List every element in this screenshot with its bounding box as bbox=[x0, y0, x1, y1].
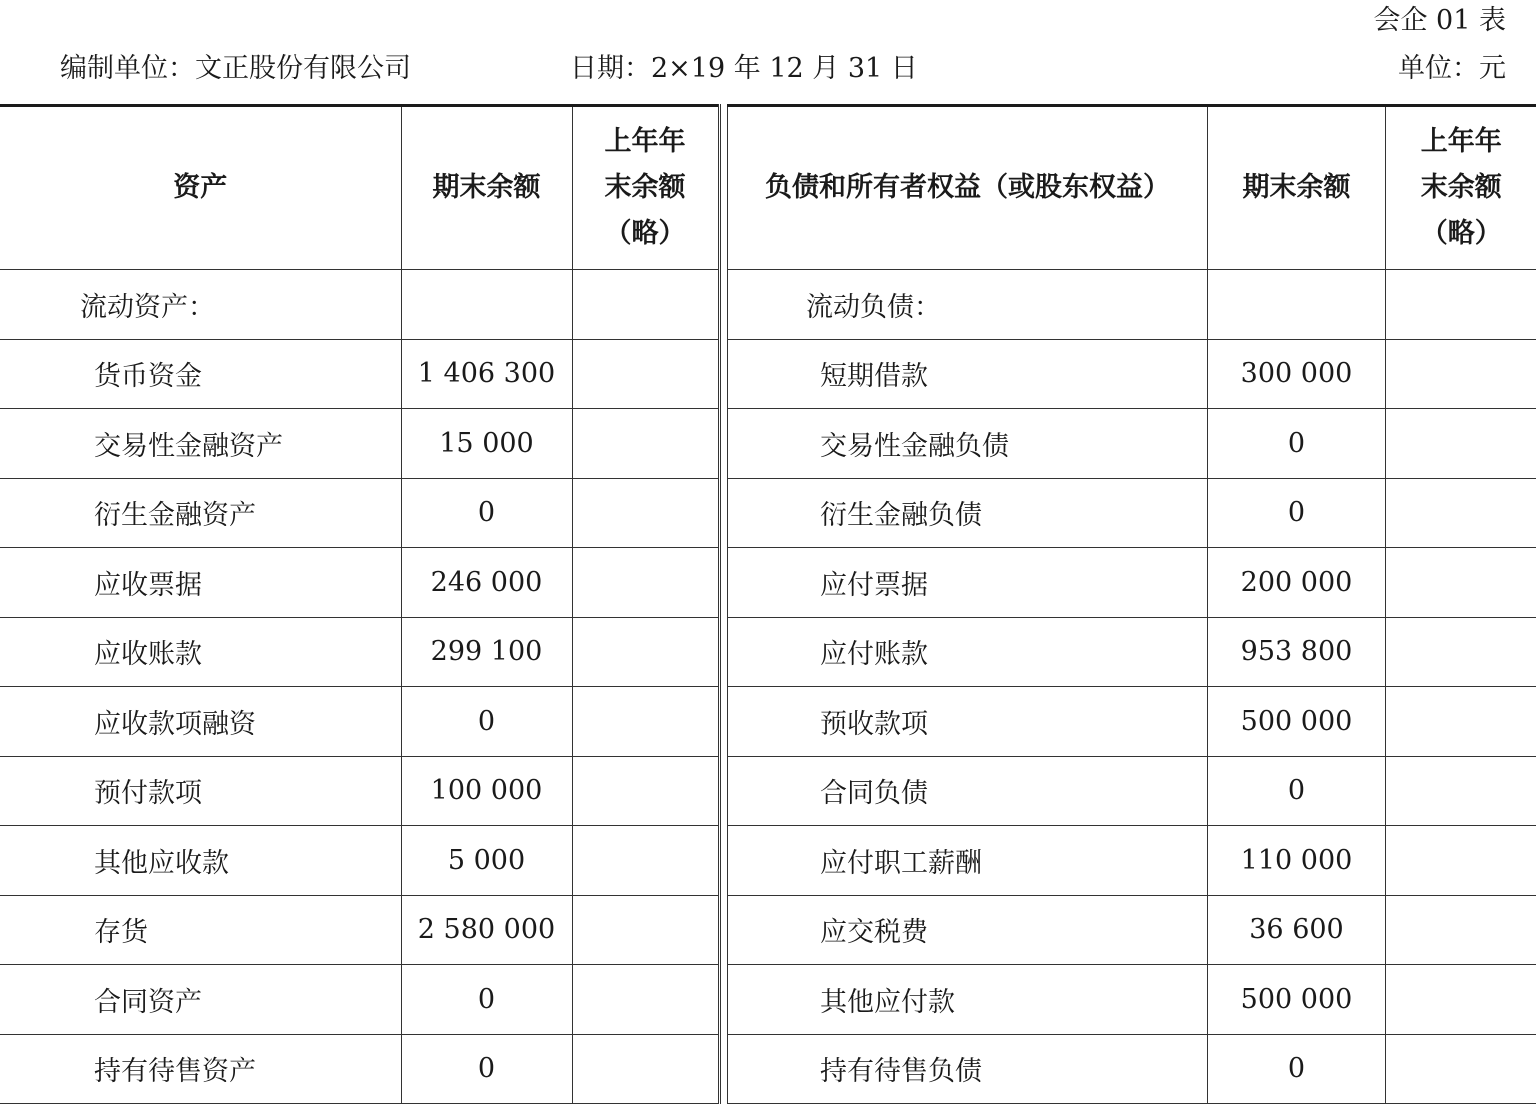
asset-ending-balance: 0 bbox=[401, 1034, 572, 1104]
assets-prior-year-header-line: （略） bbox=[604, 218, 686, 249]
assets-section-row bbox=[0, 270, 719, 340]
assets-table bbox=[0, 104, 721, 1104]
liability-prior-year-balance bbox=[1386, 687, 1536, 757]
liability-item-name: 持有待售负债 bbox=[728, 1034, 1208, 1104]
asset-row bbox=[0, 965, 719, 1035]
assets-section-label: 流动资产： bbox=[0, 270, 401, 340]
compiler-unit: 编制单位：文正股份有限公司 bbox=[60, 53, 411, 84]
asset-ending-balance: 246 000 bbox=[401, 548, 572, 618]
liabilities-prior-year-header-line: （略） bbox=[1420, 218, 1502, 249]
form-code: 会企 01 表 bbox=[1373, 5, 1506, 36]
liability-ending-balance: 0 bbox=[1208, 409, 1386, 479]
asset-row bbox=[0, 1034, 719, 1104]
liability-ending-balance: 36 600 bbox=[1208, 895, 1386, 965]
liability-row bbox=[728, 478, 1536, 548]
liability-prior-year-balance bbox=[1386, 617, 1536, 687]
asset-item-name: 应收账款 bbox=[0, 617, 401, 687]
asset-item-name: 合同资产 bbox=[0, 965, 401, 1035]
liabilities-section-label: 流动负债： bbox=[728, 270, 1208, 340]
asset-row bbox=[0, 895, 719, 965]
liability-ending-balance: 0 bbox=[1208, 1034, 1386, 1104]
asset-item-name: 货币资金 bbox=[0, 339, 401, 409]
asset-prior-year-balance bbox=[572, 965, 719, 1035]
assets-section-prior bbox=[572, 270, 719, 340]
asset-item-name: 交易性金融资产 bbox=[0, 409, 401, 479]
assets-item-header: 资产 bbox=[0, 106, 401, 270]
liability-row bbox=[728, 1034, 1536, 1104]
assets-prior-year-header bbox=[572, 106, 719, 270]
liability-prior-year-balance bbox=[1386, 1034, 1536, 1104]
liability-row bbox=[728, 687, 1536, 757]
liability-ending-balance: 953 800 bbox=[1208, 617, 1386, 687]
asset-prior-year-balance bbox=[572, 548, 719, 618]
assets-prior-year-header-line: 末余额 bbox=[604, 172, 686, 203]
liability-row bbox=[728, 965, 1536, 1035]
asset-ending-balance: 299 100 bbox=[401, 617, 572, 687]
liability-item-name: 应付票据 bbox=[728, 548, 1208, 618]
asset-row bbox=[0, 548, 719, 618]
liability-row bbox=[728, 548, 1536, 618]
assets-prior-year-header-line: 上年年 bbox=[604, 126, 686, 157]
liability-prior-year-balance bbox=[1386, 339, 1536, 409]
liabilities-table bbox=[727, 104, 1536, 1104]
asset-row bbox=[0, 617, 719, 687]
liability-item-name: 应付账款 bbox=[728, 617, 1208, 687]
asset-prior-year-balance bbox=[572, 339, 719, 409]
liability-prior-year-balance bbox=[1386, 409, 1536, 479]
liability-item-name: 应交税费 bbox=[728, 895, 1208, 965]
asset-prior-year-balance bbox=[572, 895, 719, 965]
currency-unit: 单位：元 bbox=[1398, 53, 1506, 84]
liability-item-name: 短期借款 bbox=[728, 339, 1208, 409]
liabilities-section-row bbox=[728, 270, 1536, 340]
liability-ending-balance: 300 000 bbox=[1208, 339, 1386, 409]
asset-ending-balance: 1 406 300 bbox=[401, 339, 572, 409]
asset-item-name: 其他应收款 bbox=[0, 826, 401, 896]
liability-row bbox=[728, 339, 1536, 409]
asset-row bbox=[0, 409, 719, 479]
liability-prior-year-balance bbox=[1386, 548, 1536, 618]
liability-prior-year-balance bbox=[1386, 756, 1536, 826]
asset-item-name: 应收款项融资 bbox=[0, 687, 401, 757]
asset-ending-balance: 0 bbox=[401, 687, 572, 757]
asset-prior-year-balance bbox=[572, 687, 719, 757]
liability-ending-balance: 500 000 bbox=[1208, 965, 1386, 1035]
asset-item-name: 应收票据 bbox=[0, 548, 401, 618]
asset-item-name: 预付款项 bbox=[0, 756, 401, 826]
liabilities-prior-year-header-line: 末余额 bbox=[1420, 172, 1502, 203]
asset-row bbox=[0, 687, 719, 757]
liability-row bbox=[728, 617, 1536, 687]
liability-row bbox=[728, 409, 1536, 479]
report-date: 日期：2×19 年 12 月 31 日 bbox=[570, 53, 918, 84]
liability-ending-balance: 200 000 bbox=[1208, 548, 1386, 618]
liabilities-prior-year-header-line: 上年年 bbox=[1420, 126, 1502, 157]
asset-item-name: 衍生金融资产 bbox=[0, 478, 401, 548]
asset-ending-balance: 100 000 bbox=[401, 756, 572, 826]
asset-prior-year-balance bbox=[572, 409, 719, 479]
asset-row bbox=[0, 756, 719, 826]
liabilities-item-header: 负债和所有者权益（或股东权益） bbox=[728, 106, 1208, 270]
liabilities-section-balance bbox=[1208, 270, 1386, 340]
asset-item-name: 存货 bbox=[0, 895, 401, 965]
liability-ending-balance: 110 000 bbox=[1208, 826, 1386, 896]
asset-ending-balance: 0 bbox=[401, 965, 572, 1035]
asset-prior-year-balance bbox=[572, 1034, 719, 1104]
liabilities-prior-year-header bbox=[1386, 106, 1536, 270]
asset-row bbox=[0, 826, 719, 896]
liability-row bbox=[728, 826, 1536, 896]
liabilities-section-prior bbox=[1386, 270, 1536, 340]
liability-item-name: 衍生金融负债 bbox=[728, 478, 1208, 548]
asset-ending-balance: 5 000 bbox=[401, 826, 572, 896]
asset-ending-balance: 0 bbox=[401, 478, 572, 548]
asset-ending-balance: 15 000 bbox=[401, 409, 572, 479]
liability-prior-year-balance bbox=[1386, 965, 1536, 1035]
liability-ending-balance: 0 bbox=[1208, 478, 1386, 548]
asset-ending-balance: 2 580 000 bbox=[401, 895, 572, 965]
liability-prior-year-balance bbox=[1386, 895, 1536, 965]
liability-item-name: 应付职工薪酬 bbox=[728, 826, 1208, 896]
assets-ending-balance-header: 期末余额 bbox=[401, 106, 572, 270]
liability-item-name: 合同负债 bbox=[728, 756, 1208, 826]
liability-item-name: 预收款项 bbox=[728, 687, 1208, 757]
asset-prior-year-balance bbox=[572, 478, 719, 548]
liability-prior-year-balance bbox=[1386, 826, 1536, 896]
assets-header-row bbox=[0, 106, 719, 270]
liability-ending-balance: 0 bbox=[1208, 756, 1386, 826]
asset-row bbox=[0, 339, 719, 409]
liability-item-name: 交易性金融负债 bbox=[728, 409, 1208, 479]
asset-row bbox=[0, 478, 719, 548]
asset-prior-year-balance bbox=[572, 826, 719, 896]
asset-prior-year-balance bbox=[572, 617, 719, 687]
assets-section-balance bbox=[401, 270, 572, 340]
asset-prior-year-balance bbox=[572, 756, 719, 826]
liability-prior-year-balance bbox=[1386, 478, 1536, 548]
liability-row bbox=[728, 756, 1536, 826]
liability-ending-balance: 500 000 bbox=[1208, 687, 1386, 757]
asset-item-name: 持有待售资产 bbox=[0, 1034, 401, 1104]
liability-row bbox=[728, 895, 1536, 965]
liabilities-header-row bbox=[728, 106, 1536, 270]
liabilities-ending-balance-header: 期末余额 bbox=[1208, 106, 1386, 270]
liability-item-name: 其他应付款 bbox=[728, 965, 1208, 1035]
